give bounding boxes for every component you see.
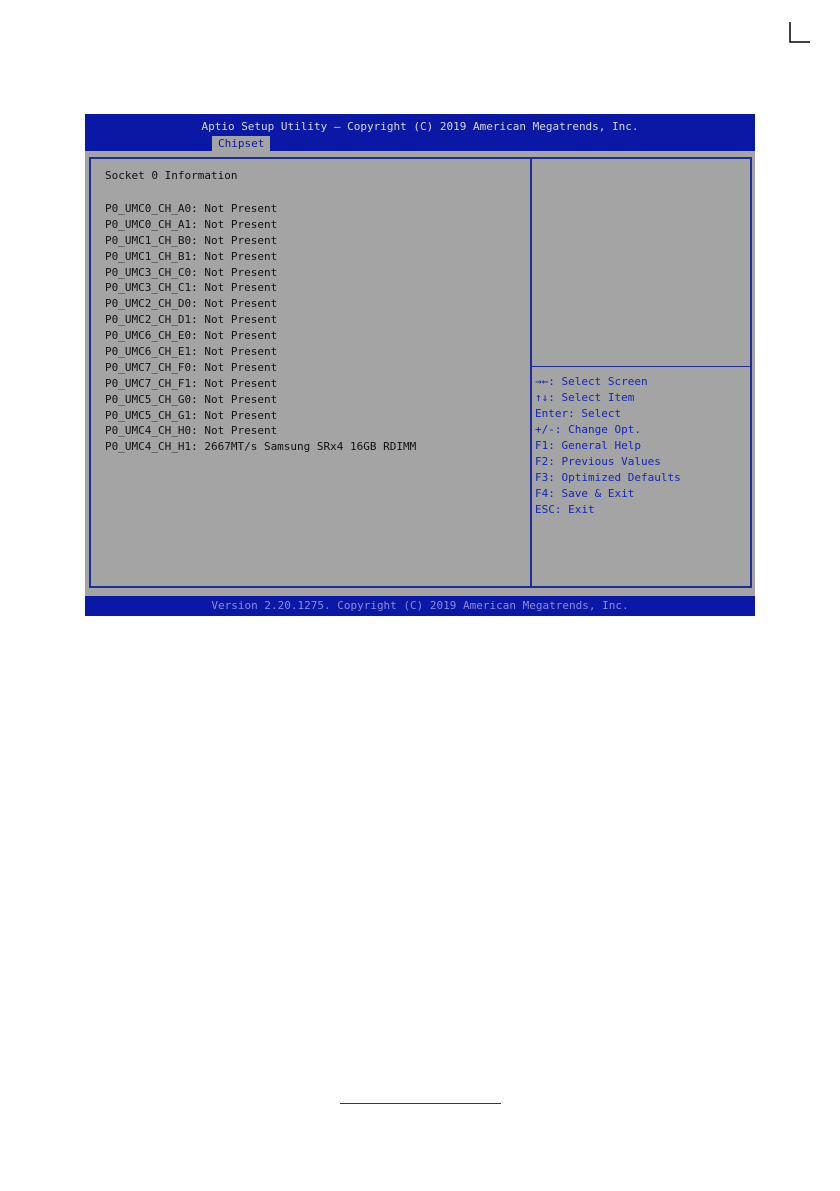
key-help-item: F3: Optimized Defaults	[535, 471, 681, 484]
memory-channel-row: P0_UMC5_CH_G1: Not Present	[105, 408, 278, 422]
help-panel	[530, 157, 752, 588]
memory-channel-row: P0_UMC5_CH_G0: Not Present	[105, 392, 278, 406]
memory-channel-row: P0_UMC2_CH_D0: Not Present	[105, 297, 278, 311]
bios-header	[85, 114, 755, 151]
key-help-item: +/-: Change Opt.	[535, 423, 641, 436]
key-help-item: ESC: Exit	[535, 503, 595, 516]
page-corner-mark-icon	[770, 22, 810, 62]
bios-setup-screen	[85, 114, 755, 616]
memory-channel-row: P0_UMC0_CH_A1: Not Present	[105, 217, 278, 231]
memory-channel-row: P0_UMC6_CH_E1: Not Present	[105, 345, 278, 359]
key-help-item: ↑↓: Select Item	[535, 391, 635, 404]
tab-chipset[interactable]: Chipset	[212, 136, 270, 151]
memory-channel-row: P0_UMC1_CH_B1: Not Present	[105, 249, 278, 263]
key-help-item: Enter: Select	[535, 407, 622, 420]
section-title: Socket 0 Information	[105, 169, 238, 182]
memory-channel-row: P0_UMC1_CH_B0: Not Present	[105, 233, 278, 247]
memory-channel-row: P0_UMC7_CH_F1: Not Present	[105, 376, 278, 390]
footer-version-text: Version 2.20.1275. Copyright (C) 2019 American Megatrends, Inc.	[211, 599, 629, 612]
main-panel	[89, 157, 532, 588]
memory-channel-row: P0_UMC7_CH_F0: Not Present	[105, 360, 278, 374]
help-divider	[532, 366, 750, 367]
memory-channel-row: P0_UMC0_CH_A0: Not Present	[105, 202, 278, 215]
key-help-item: F1: General Help	[535, 439, 641, 452]
memory-channel-list	[105, 201, 416, 455]
key-help-item: F4: Save & Exit	[535, 487, 635, 500]
memory-channel-row: P0_UMC4_CH_H0: Not Present	[105, 424, 278, 438]
key-help-item: F2: Previous Values	[535, 455, 661, 468]
key-help-list	[535, 374, 681, 518]
memory-channel-row: P0_UMC3_CH_C0: Not Present	[105, 265, 278, 279]
footer-link-underline[interactable]	[340, 1103, 501, 1104]
memory-channel-row: P0_UMC4_CH_H1: 2667MT/s Samsung SRx4 16GB RDIMM	[105, 440, 417, 454]
bios-footer	[85, 596, 755, 616]
bios-title: Aptio Setup Utility – Copyright (C) 2019 American Megatrends, Inc.	[201, 120, 639, 133]
memory-channel-row: P0_UMC6_CH_E0: Not Present	[105, 329, 278, 343]
key-help-item: →←: Select Screen	[535, 375, 648, 388]
memory-channel-row: P0_UMC2_CH_D1: Not Present	[105, 313, 278, 327]
memory-channel-row: P0_UMC3_CH_C1: Not Present	[105, 281, 278, 295]
